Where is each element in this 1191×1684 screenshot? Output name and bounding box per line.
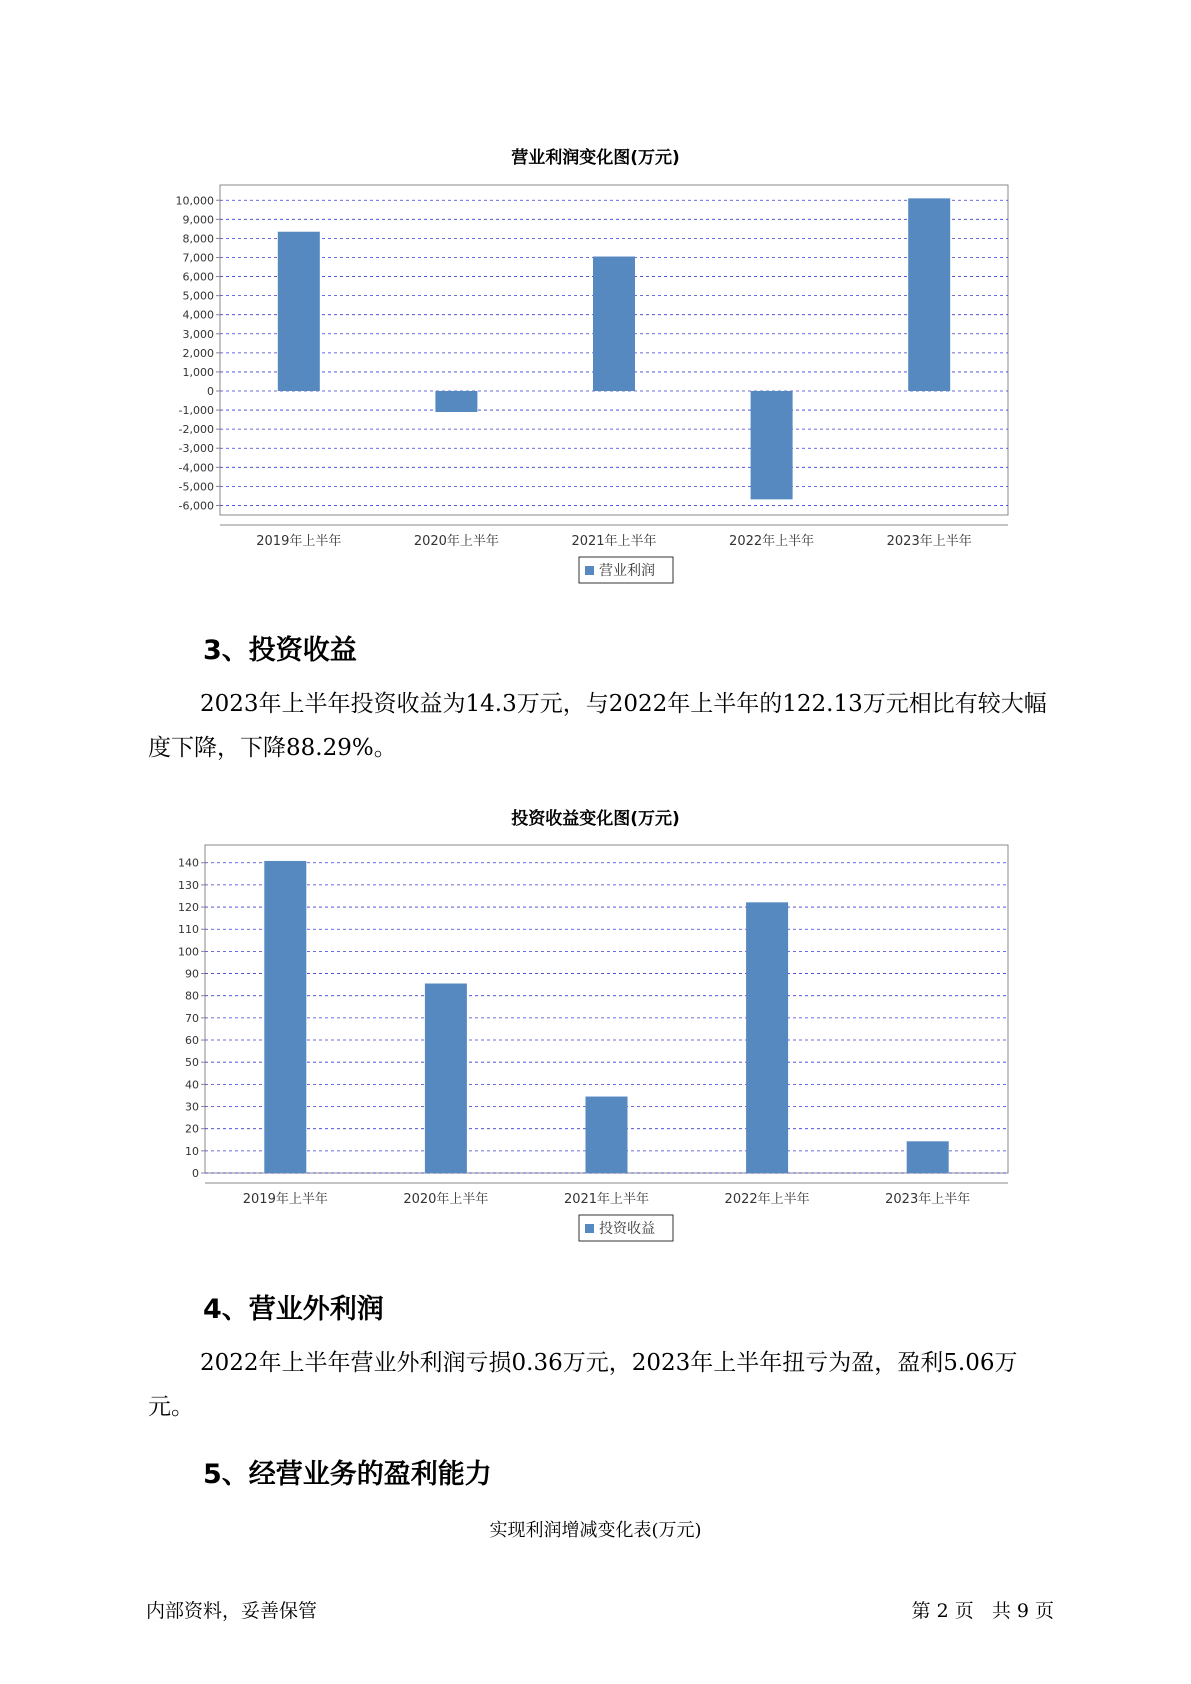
y-tick-label: 4,000 (182, 308, 214, 322)
chart1-title: 营业利润变化图(万元) (511, 148, 680, 168)
y-tick-label: 8,000 (182, 232, 214, 246)
chart2-title: 投资收益变化图(万元) (511, 809, 680, 829)
footer-confidential-note: 内部资料，妥善保管 (146, 1600, 318, 1622)
section4-heading: 4、营业外利润 (203, 1294, 384, 1325)
section3-paragraph: 2023年上半年投资收益为14.3万元，与2022年上半年的122.13万元相比有较大幅度下降，下降88.29%。 (148, 691, 1047, 761)
x-tick-label: 2021年上半年 (563, 1192, 650, 1207)
y-tick-label: 80 (185, 989, 199, 1003)
y-tick-label: -4,000 (178, 461, 214, 475)
y-tick-label: -3,000 (178, 442, 214, 456)
bar (264, 861, 306, 1173)
y-tick-label: -2,000 (178, 423, 214, 437)
y-tick-label: 0 (192, 1167, 199, 1180)
operating-profit-chart (0, 170, 1191, 650)
bar (751, 391, 793, 499)
x-tick-label: 2022年上半年 (729, 534, 815, 549)
y-tick-label: 1,000 (182, 365, 214, 379)
x-tick-label: 2023年上半年 (886, 534, 972, 549)
table-caption: 实现利润增减变化表(万元) (489, 1520, 702, 1541)
y-tick-label: 60 (185, 1034, 199, 1048)
y-tick-label: 100 (178, 945, 199, 959)
x-tick-label: 2021年上半年 (571, 534, 657, 549)
y-tick-label: -6,000 (178, 499, 214, 513)
y-tick-label: 70 (185, 1011, 199, 1025)
bar (908, 198, 950, 391)
y-tick-label: 130 (178, 878, 199, 892)
x-tick-label: 2019年上半年 (242, 1192, 328, 1207)
y-tick-label: 9,000 (182, 213, 214, 227)
x-tick-label: 2019年上半年 (256, 534, 342, 549)
bar (586, 1097, 628, 1173)
x-tick-label: 2020年上半年 (413, 534, 499, 549)
y-tick-label: 5,000 (182, 289, 214, 303)
y-tick-label: 30 (185, 1100, 199, 1114)
y-tick-label: 7,000 (182, 251, 214, 265)
investment-income-chart (0, 830, 1191, 1310)
section4-paragraph: 2022年上半年营业外利润亏损0.36万元，2023年上半年扭亏为盈，盈利5.06万元。 (148, 1350, 1018, 1420)
y-tick-label: 110 (178, 923, 199, 937)
bar (435, 391, 477, 412)
y-tick-label: -5,000 (178, 480, 214, 494)
bar (425, 984, 467, 1173)
y-tick-label: 40 (185, 1078, 199, 1092)
bar (593, 257, 635, 391)
y-tick-label: 6,000 (182, 270, 214, 284)
bar (746, 902, 788, 1173)
x-tick-label: 2020年上半年 (403, 1192, 489, 1207)
bar (278, 232, 320, 391)
y-tick-label: 10 (185, 1144, 199, 1158)
legend-label: 营业利润 (599, 563, 655, 579)
footer-page-number: 第 2 页 共 9 页 (911, 1600, 1054, 1622)
y-tick-label: 90 (185, 967, 199, 981)
section3-heading: 3、投资收益 (203, 635, 357, 666)
y-tick-label: 10,000 (175, 194, 214, 208)
y-tick-label: 0 (207, 385, 214, 399)
y-tick-label: -1,000 (178, 404, 214, 418)
section5-heading: 5、经营业务的盈利能力 (203, 1459, 492, 1490)
y-tick-label: 20 (185, 1122, 199, 1136)
legend-swatch (585, 1224, 594, 1233)
bar (907, 1141, 949, 1173)
y-tick-label: 50 (185, 1056, 199, 1070)
y-tick-label: 3,000 (182, 327, 214, 341)
legend-label: 投资收益 (599, 1221, 655, 1237)
legend-swatch (585, 566, 594, 575)
y-tick-label: 2,000 (182, 346, 214, 360)
y-tick-label: 120 (178, 901, 199, 915)
x-tick-label: 2022年上半年 (724, 1192, 810, 1207)
y-tick-label: 140 (178, 856, 199, 870)
x-tick-label: 2023年上半年 (885, 1192, 971, 1207)
